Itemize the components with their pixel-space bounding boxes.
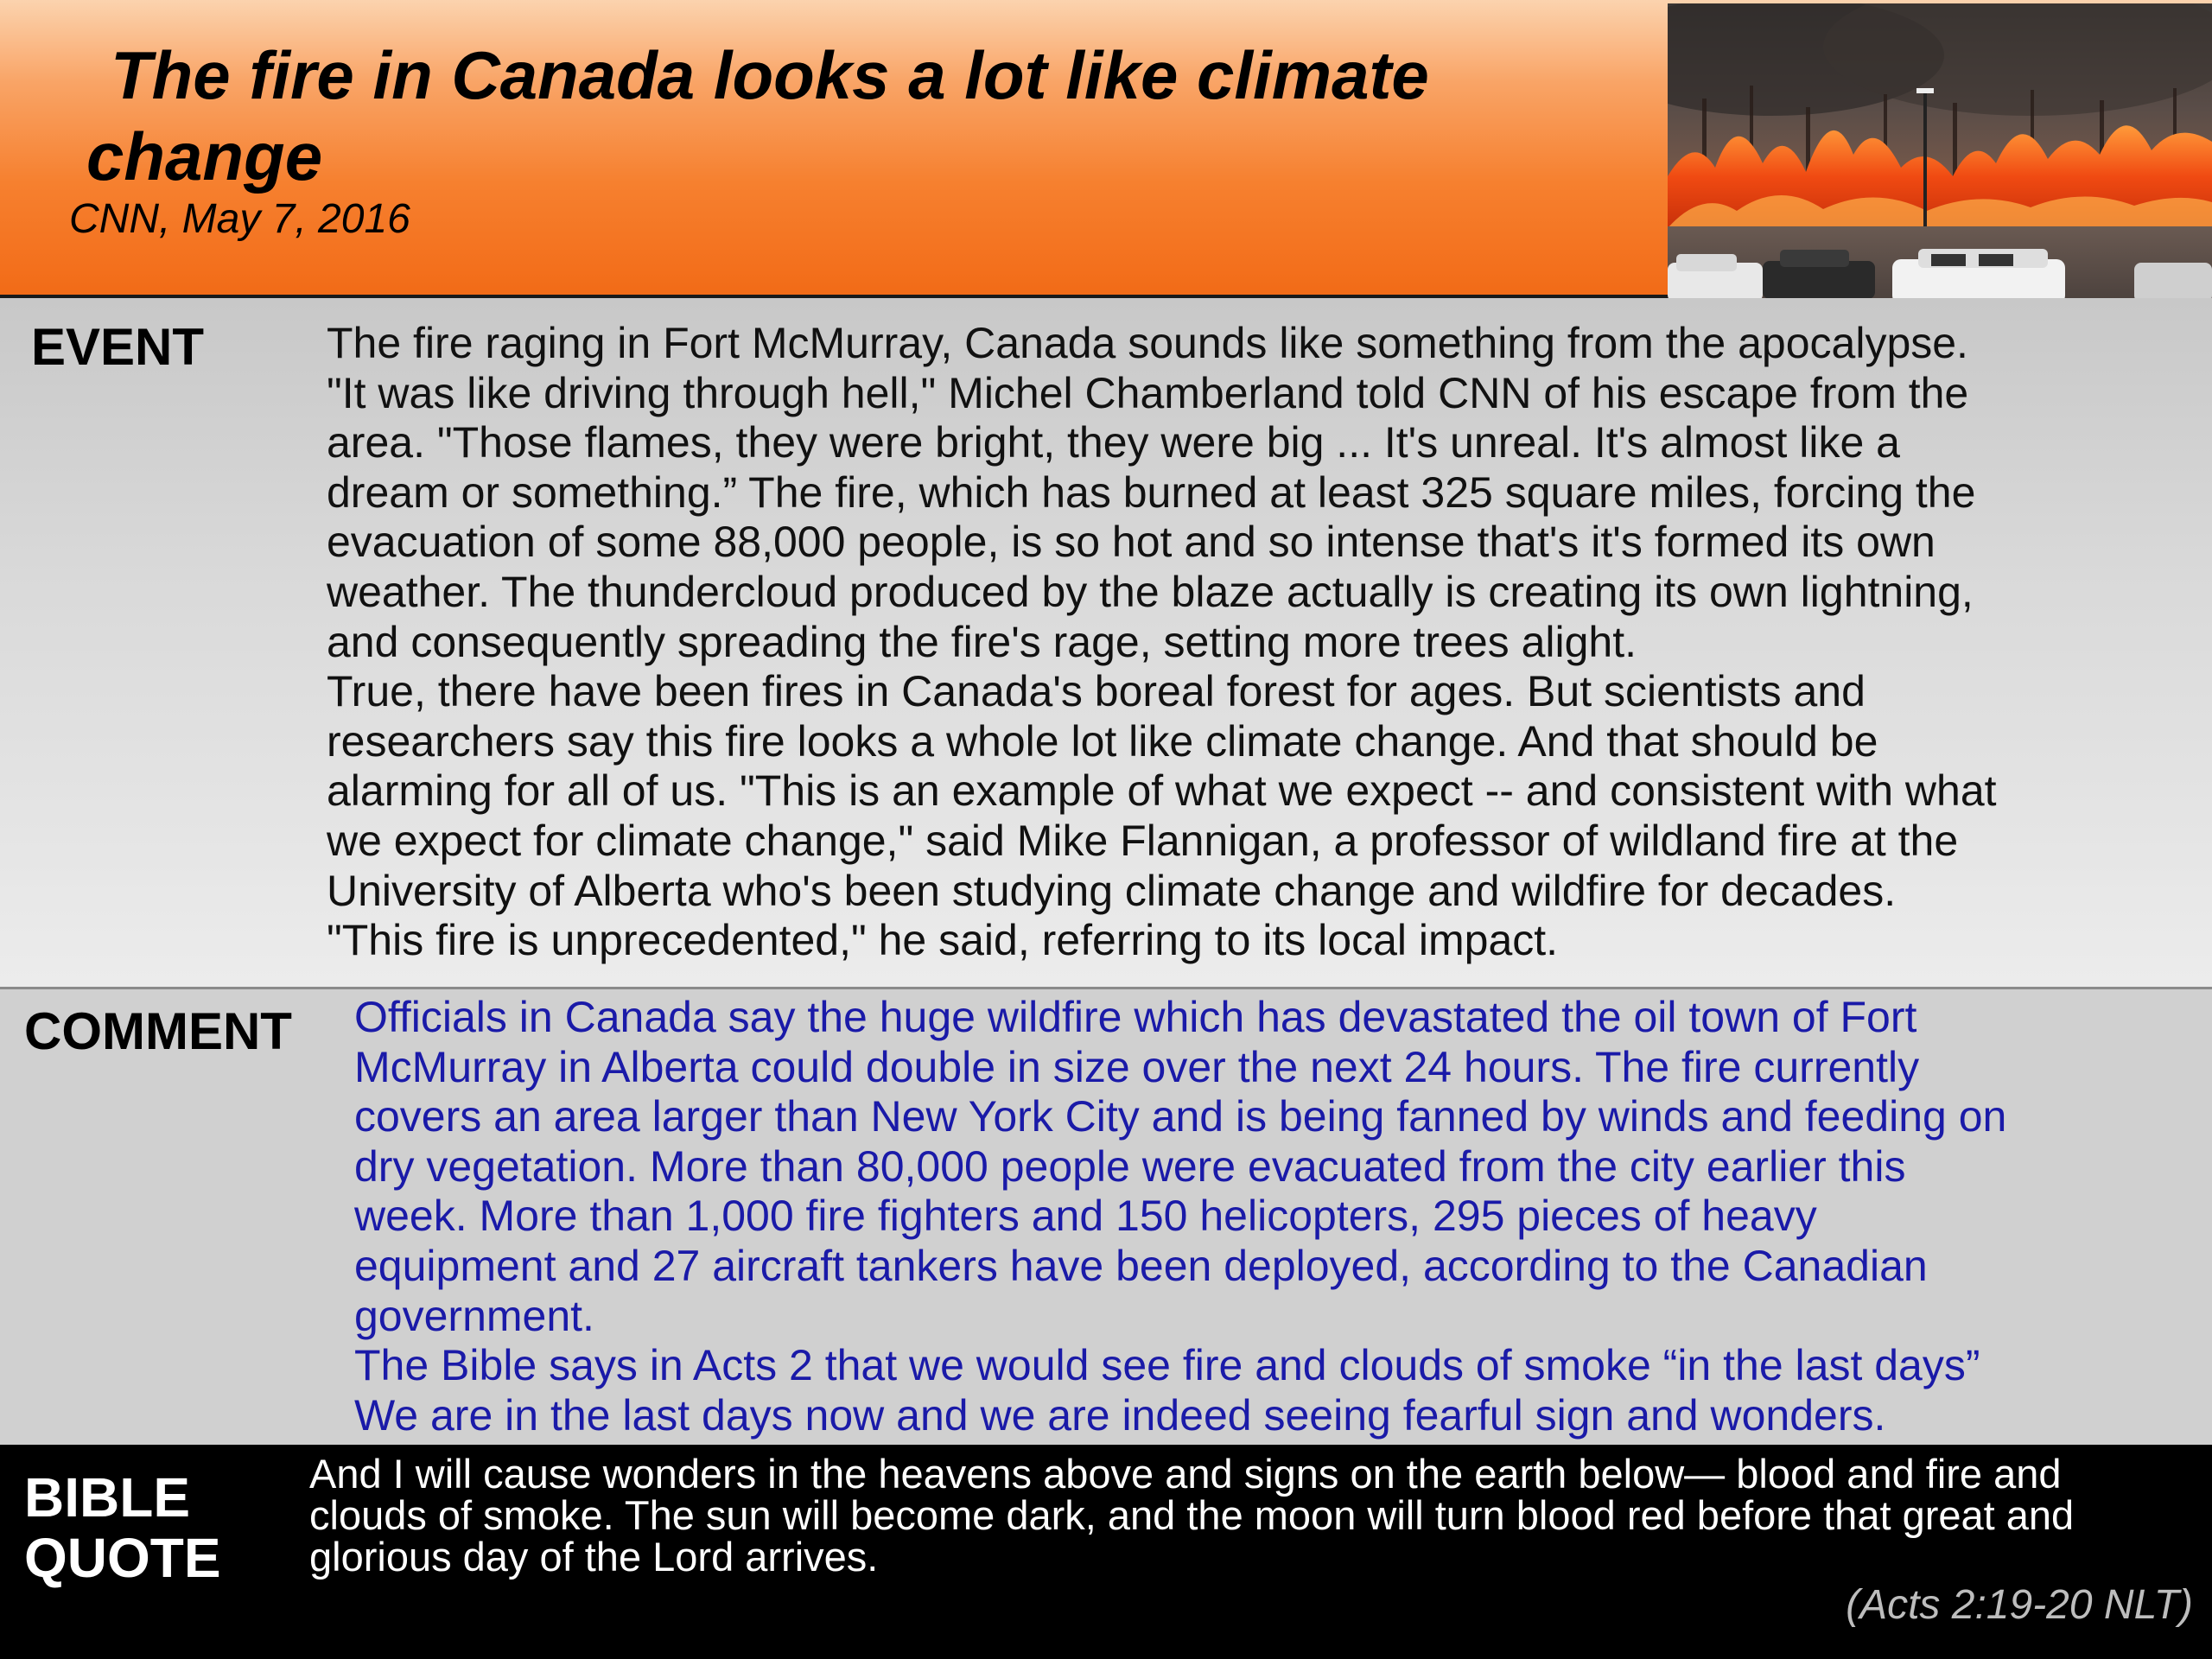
event-line: evacuation of some 88,000 people, is so hot and so intense that's it's formed its own (327, 518, 1936, 567)
comment-line: dry vegetation. More than 80,000 people were evacuated from the city earlier this (354, 1141, 1906, 1191)
event-line: researchers say this fire looks a whole lot like climate change. And that should be (327, 716, 1878, 766)
comment-line: The Bible says in Acts 2 that we would see fire and clouds of smoke “in the last days” (354, 1341, 1980, 1390)
event-line: True, there have been fires in Canada's boreal forest for ages. But scientists and (327, 667, 1866, 716)
comment-line: We are in the last days now and we are indeed seeing fearful sign and wonders. (354, 1390, 1886, 1440)
bible-quote-section (0, 1445, 2212, 1659)
event-label: EVENT (31, 318, 205, 376)
bible-quote-label (24, 1467, 221, 1588)
wildfire-photo (1668, 3, 2212, 306)
bible-quote-body (309, 1453, 2202, 1578)
comment-line: week. More than 1,000 fire fighters and 150 helicopters, 295 pieces of heavy (354, 1192, 1817, 1241)
comment-line: McMurray in Alberta could double in size over the next 24 hours. The fire currently (354, 1042, 1920, 1091)
bible-label-line: QUOTE (24, 1527, 221, 1589)
bible-quote-line: clouds of smoke. The sun will become dark, and the moon will turn blood red before that great and (309, 1492, 2075, 1538)
event-line: and consequently spreading the fire's rage, setting more trees alight. (327, 617, 1637, 666)
comment-line: Officials in Canada say the huge wildfire which has devastated the oil town of Fort (354, 993, 1917, 1041)
event-line: University of Alberta who's been studying climate change and wildfire for decades. (327, 866, 1897, 915)
event-line: "It was like driving through hell," Michel Chamberland told CNN of his escape from the (327, 368, 1969, 417)
comment-line: covers an area larger than New York City and is being fanned by winds and feeding on (354, 1092, 2007, 1141)
event-body (327, 319, 2202, 966)
event-line: alarming for all of us. "This is an example of what we expect -- and consistent with what (327, 766, 1997, 816)
comment-section (0, 989, 2212, 1445)
event-line: area. "Those flames, they were bright, they were big ... It's unreal. It's almost like a (327, 418, 1900, 467)
bible-quote-line: glorious day of the Lord arrives. (309, 1534, 879, 1580)
comment-line: government. (354, 1291, 594, 1340)
comment-line: equipment and 27 aircraft tankers have been deployed, according to the Canadian (354, 1241, 1928, 1290)
event-line: The fire raging in Fort McMurray, Canada sounds like something from the apocalypse. (327, 319, 1968, 367)
event-line: we expect for climate change," said Mike Flannigan, a professor of wildland fire at the (327, 816, 1959, 865)
wildfire-scene-image (1668, 3, 2212, 306)
event-line: dream or something.” The fire, which has burned at least 325 square miles, forcing the (327, 467, 1976, 517)
source-citation: CNN, May 7, 2016 (69, 196, 410, 242)
event-line: "This fire is unprecedented," he said, referring to its local impact. (327, 916, 1559, 965)
scripture-citation: (Acts 2:19-20 NLT) (1846, 1582, 2193, 1628)
bible-quote-line: And I will cause wonders in the heavens above and signs on the earth below— blood and fire and (309, 1451, 2062, 1497)
event-line: weather. The thundercloud produced by the blaze actually is creating its own lightning, (327, 567, 1974, 616)
comment-body (354, 993, 2203, 1440)
page-title: The fire in Canada looks a lot like climate change (86, 37, 1429, 194)
event-section (0, 298, 2212, 989)
comment-label: COMMENT (24, 1002, 292, 1060)
bible-label-line: BIBLE (24, 1466, 190, 1529)
